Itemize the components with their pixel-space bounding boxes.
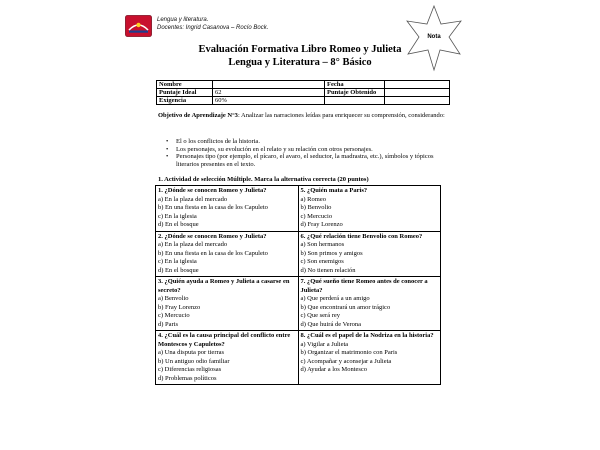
answer-option[interactable]: b) Fray Lorenzo (158, 303, 201, 311)
objective-label: Objetivo de Aprendizaje N°3 (158, 112, 238, 119)
subject-line: Lengua y literatura. (157, 17, 209, 23)
objective-topics (166, 138, 448, 168)
multiple-choice-table (155, 185, 441, 385)
question-cell (156, 186, 299, 232)
question-text: 5. ¿Quién mata a Paris? (300, 187, 368, 194)
answer-option[interactable]: a) Son hermanos (300, 241, 345, 248)
answer-option[interactable]: d) Paris (158, 320, 179, 328)
page-subtitle: Lengua y Literatura – 8° Básico (228, 57, 372, 68)
answer-option[interactable]: a) En la plaza del mercado (158, 241, 228, 248)
grade-label: Nota (427, 34, 441, 40)
answer-option[interactable]: c) Acompañar y aconsejar a Julieta (300, 357, 392, 365)
answer-option[interactable]: d) En el bosque (158, 266, 199, 274)
answer-option[interactable]: d) No tienen relación (300, 266, 356, 274)
ideal-score-value: 62 (213, 89, 325, 97)
question-cell (298, 331, 441, 385)
answer-option[interactable]: a) Una disputa por tierras (158, 349, 225, 356)
topic-item: • Personajes tipo (por ejemplo, el pícaro, el avaro, el seductor, la madrastra, etc.), símbolos y tópicos literarios presentes en el texto. (166, 153, 448, 168)
answer-option[interactable]: a) En la plaza del mercado (158, 195, 228, 203)
answer-option[interactable]: d) Ayudar a los Montesco (300, 366, 368, 373)
question-row (156, 186, 441, 232)
school-logo (125, 15, 152, 37)
info-row (157, 89, 450, 97)
question-text: 7. ¿Qué sueño tiene Romeo antes de conocer a Julieta? (300, 278, 428, 294)
ideal-score-label: Puntaje Ideal (157, 89, 213, 97)
answer-option[interactable]: c) En la iglesia (158, 258, 197, 265)
answer-option[interactable]: c) Mercucio (300, 212, 333, 220)
answer-option[interactable]: d) Problemas políticos (158, 374, 217, 382)
section-title: 1. Actividad de selección Múltiple. Marca la alternativa correcta (20 puntos) (158, 176, 369, 183)
teachers-line: Docentes: Ingrid Casanova – Rocío Bock. (157, 25, 269, 31)
student-info-table (156, 80, 450, 105)
answer-option[interactable]: a) Que perderá a un amigo (300, 295, 370, 302)
answer-option[interactable]: d) Que huirá de Verona (300, 320, 362, 328)
question-cell (156, 231, 299, 277)
learning-objective (158, 112, 450, 120)
name-field[interactable] (213, 81, 325, 89)
answer-option[interactable]: a) Vigilar a Julieta (300, 340, 349, 348)
answer-option[interactable]: a) Romeo (300, 195, 326, 203)
requirement-label: Exigencia (157, 97, 213, 105)
info-row (157, 81, 450, 89)
obtained-score-label: Puntaje Obtenido (325, 89, 385, 97)
question-row (156, 231, 441, 277)
answer-option[interactable]: b) Organizar el matrimonio con Paris (300, 349, 398, 356)
answer-option[interactable]: b) Un antiguo odio familiar (158, 357, 230, 365)
question-text: 6. ¿Qué relación tiene Benvolio con Romeo? (300, 232, 423, 240)
question-text: 1. ¿Dónde se conocen Romeo y Julieta? (158, 187, 267, 194)
answer-option[interactable]: a) Benvolio (158, 295, 189, 302)
question-cell (298, 277, 441, 331)
info-row (157, 97, 450, 105)
requirement-value: 60% (213, 97, 325, 105)
question-row (156, 331, 441, 385)
answer-option[interactable]: b) En una fiesta en la casa de los Capuleto (158, 249, 268, 257)
empty-cell (385, 97, 450, 105)
answer-option[interactable]: c) Mercucio (158, 312, 190, 319)
answer-option[interactable]: d) Fray Lorenzo (300, 221, 343, 228)
empty-cell (325, 97, 385, 105)
question-text: 3. ¿Quién ayuda a Romeo y Julieta a casarse en secreto? (158, 278, 290, 294)
answer-option[interactable]: b) Que encontrará un amor trágico (300, 303, 391, 311)
question-cell (156, 331, 299, 385)
question-text: 8. ¿Cuál es el papel de la Nodriza en la historia? (300, 332, 434, 339)
answer-option[interactable]: c) En la iglesia (158, 212, 197, 220)
answer-option[interactable]: c) Son enemigos (300, 258, 344, 265)
question-text: 2. ¿Dónde se conocen Romeo y Julieta? (158, 232, 267, 240)
answer-option[interactable]: c) Diferencias religiosas (158, 366, 222, 373)
question-cell (298, 186, 441, 232)
page-title: Evaluación Formativa Libro Romeo y Julieta (198, 44, 402, 55)
topic-item: • El o los conflictos de la historia. (166, 138, 448, 146)
obtained-score-field[interactable] (385, 89, 450, 97)
date-field[interactable] (385, 81, 450, 89)
teacher-header (157, 16, 268, 32)
answer-option[interactable]: c) Que será rey (300, 312, 341, 319)
answer-option[interactable]: d) En el bosque (158, 221, 199, 228)
question-cell (156, 277, 299, 331)
question-text: 4. ¿Cuál es la causa principal del conflicto entre Montescos y Capuletos? (158, 332, 291, 348)
date-label: Fecha (325, 81, 385, 89)
answer-option[interactable]: b) Son primos y amigos (300, 249, 363, 257)
name-label: Nombre (157, 81, 213, 89)
question-cell (298, 231, 441, 277)
answer-option[interactable]: b) En una fiesta en la casa de los Capuleto (158, 204, 268, 211)
question-row (156, 277, 441, 331)
topic-item: • Los personajes, su evolución en el relato y su relación con otros personajes. (166, 146, 448, 154)
answer-option[interactable]: b) Benvolio (300, 204, 332, 211)
objective-text: : Analizar las narraciones leídas para enriquecer su comprensión, considerando: (237, 112, 445, 119)
